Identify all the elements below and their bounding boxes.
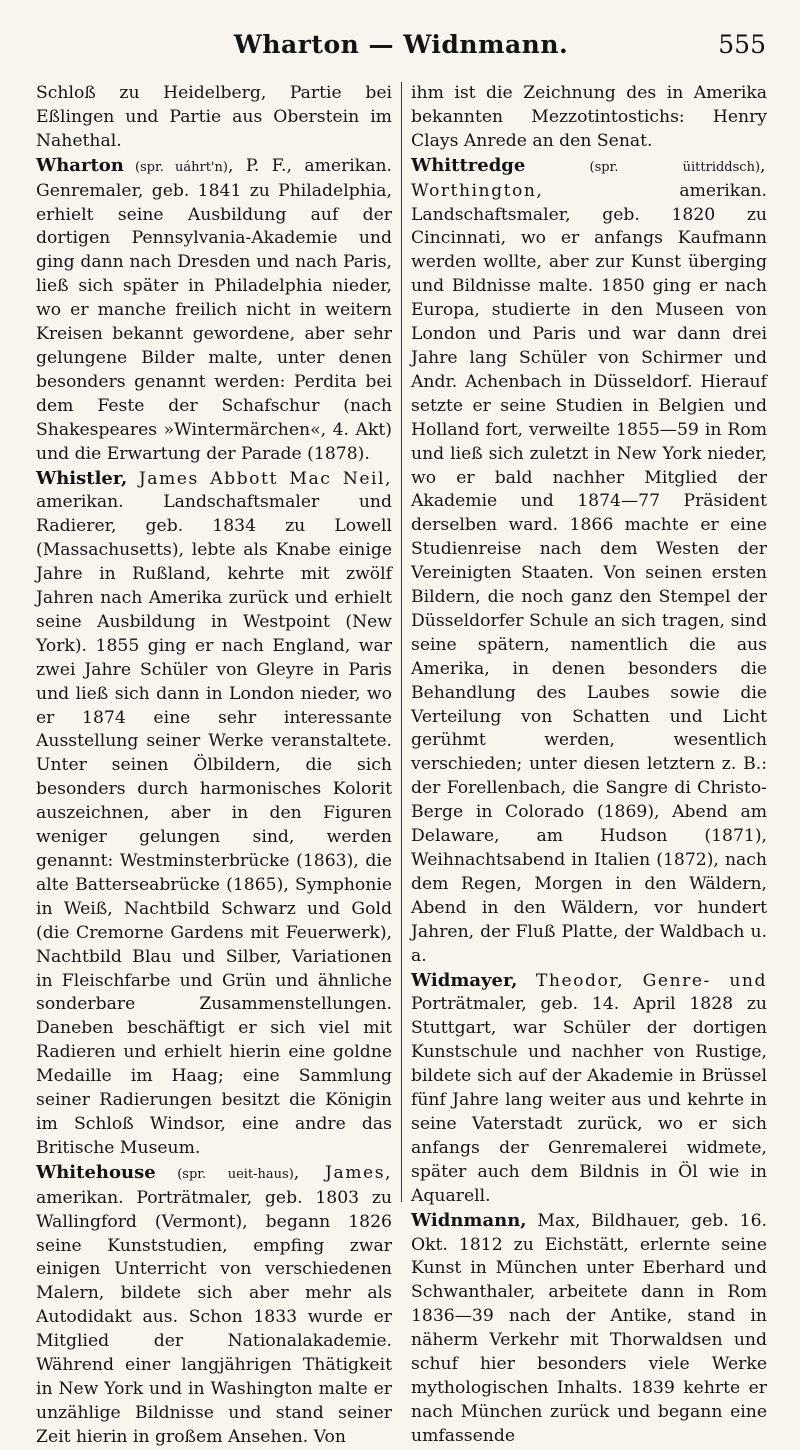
right-column xyxy=(411,82,767,1449)
entry-body: 16. Okt. 1812 zu Eichstätt, erlernte seine Kunst in München unter Eberhard und Schwanthaler, arbeitete dann in Rom 1836—39 nach der Antike, stand in näherm Verkehr mit Thorwaldsen und schuf hier besonders viele Werke mythologischen Inhalts. 1839 kehrte er nach München zurück und begann eine umfassende xyxy=(411,1210,767,1446)
entry-whittredge xyxy=(411,154,767,969)
entry-body: Porträtmaler, geb. 14. April 1828 zu Stuttgart, war Schüler der dortigen Kunstschule und nachher von Rustige, bildete sich auf der Akademie in Brüssel fünf Jahre lang weiter aus und kehrte in seine Vaterstadt zurück, wo er sich anfangs der Genremalerei widmete, später auch dem Bildnis in Öl wie in Aquarell. xyxy=(411,994,767,1206)
entry-body: amerikan. Landschaftsmaler und Radierer, geb. 1834 zu Lowell (Massachusetts), lebte als Knabe einige Jahre in Rußland, kehrte mit zwölf Jahren nach Amerika zurück und erhielt seine Ausbildung in Westpoint (New York). 1855 ging er nach England, war zwei Jahre Schüler von Gleyre in Paris und ließ sich dann in London nieder, wo er 1874 eine sehr interessante Ausstellung seiner Werke veranstaltete. Unter seinen Ölbildern, die sich besonders durch harmonisches Kolorit auszeichnen, aber in den Figuren weniger gelungen sind, werden genannt: Westminsterbrücke (1863), die alte Batterseabrücke (1865), Symphonie in Weiß, Nachtbild Schwarz und Gold (die Cremorne Gardens mit Feuerwerk), Nachtbild Blau und Silber, Variationen in Fleischfarbe und Grün und ähnliche sonderbare Zusammenstellungen. Daneben beschäftigt er sich viel mit Radieren und erhielt hierin eine goldne Medaille im Haag; eine Sammlung seiner Radierungen besitzt die Königin im Schloß Windsor, eine andre das Britische Museum. xyxy=(36,492,392,1158)
headword: Widmayer, xyxy=(411,969,518,991)
entry-lead: James Abbott Mac Neil, xyxy=(127,468,392,489)
entry-body: Genremaler, geb. 1841 zu Philadelphia, erhielt seine Ausbildung auf der dortigen Pennsylvania-Akademie und ging dann nach Dresden und nach Paris, ließ sich später in Philadelphia nieder, wo er manche freilich nicht in weitern Kreisen bekannt gewordene, aber sehr gelungene Bilder malte, unter denen besonders genannt werden: Perdita bei dem Feste der Schafschur (nach Shakespeares »Wintermärchen«, 4. Akt) und die Erwartung der Parade (1878). xyxy=(36,180,392,464)
continuation-text: ihm ist die Zeichnung des in Amerika bekannten Mezzotintostichs: Henry Clays Anrede an den Senat. xyxy=(411,83,767,151)
headword: Wharton xyxy=(36,154,124,176)
entry-widmayer xyxy=(411,969,767,1209)
left-column xyxy=(36,82,392,1450)
entry-lead: , Worthington, xyxy=(411,155,767,201)
pronunciation: (spr. ueit-haus) xyxy=(155,1166,294,1182)
entry-whitehouse xyxy=(36,1161,392,1450)
continuation-text: Schloß zu Heidelberg, Partie bei Eßlingen und Partie aus Oberstein im Nahethal. xyxy=(36,83,392,151)
pronunciation: (spr. üittriddsch) xyxy=(525,159,761,175)
entry-widnmann xyxy=(411,1209,767,1449)
page-number: 555 xyxy=(718,30,766,59)
entry-body: amerikan. Porträtmaler, geb. 1803 zu Wallingford (Vermont), begann 1826 seine Kunststudien, empfing zwar einigen Unterricht von verschiedenen Malern, bildete sich aber mehr als Autodidakt aus. Schon 1833 wurde er Mitglied der Nationalakademie. Während einer langjährigen Thätigkeit in New York und in Washington malte er unzählige Bildnisse und stand seiner Zeit hierin in großem Ansehen. Von xyxy=(36,1187,392,1447)
entry-lead: , P. F., amerikan. xyxy=(227,155,393,176)
headword: Whistler, xyxy=(36,467,128,489)
running-head: Wharton — Widnmann. xyxy=(233,30,569,59)
entry-wharton xyxy=(36,154,392,467)
entry-lead: , James, xyxy=(293,1162,392,1183)
entry-whistler xyxy=(36,467,392,1161)
headword: Widnmann, xyxy=(411,1209,527,1231)
entry-lead: Theodor, Genre- und xyxy=(517,970,767,991)
entry-lead: Max, Bildhauer, geb. xyxy=(526,1210,729,1231)
headword: Whittredge xyxy=(411,154,526,176)
entry-body: amerikan. Landschaftsmaler, geb. 1820 zu Cincinnati, wo er anfangs Kaufmann werden wollte, aber zur Kunst überging und Bildnisse malte. 1850 ging er nach Europa, studierte in den Museen von London und Paris und war dann drei Jahre lang Schüler von Schirmer und Andr. Achenbach in Düsseldorf. Hierauf setzte er seine Studien in Belgien und Holland fort, verweilte 1855—59 in Rom und ließ sich zuletzt in New York nieder, wo er bald nachher Mitglied der Akademie und 1874—77 Präsident derselben ward. 1866 machte er eine Studienreise nach dem Westen der Vereinigten Staaten. Von seinen ersten Bildern, die noch ganz den Stempel der Düsseldorfer Schule an sich tragen, sind seine spätern, namentlich die aus Amerika, in denen besonders die Behandlung des Laubes sowie die Verteilung von Schatten und Licht gerühmt werden, wesentlich verschieden; unter diesen letztern z. B.: der Forellenbach, die Sangre di Christo-Berge in Colorado (1869), Abend am Delaware, am Hudson (1871), Weihnachtsabend in Italien (1872), nach dem Regen, Morgen in den Wäldern, Abend in den Wäldern, vor hundert Jahren, der Fluß Platte, der Waldbach u. a. xyxy=(411,180,767,966)
column-divider xyxy=(401,82,402,1202)
page-header xyxy=(36,30,766,70)
headword: Whitehouse xyxy=(36,1161,156,1183)
pronunciation: (spr. uáhrt'n) xyxy=(123,159,228,175)
